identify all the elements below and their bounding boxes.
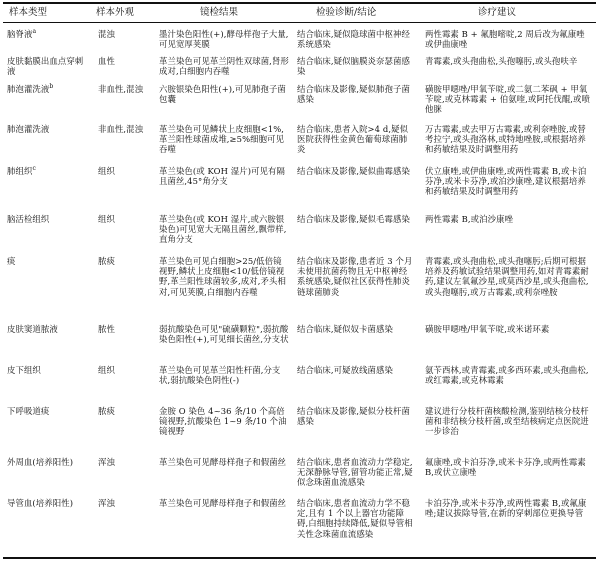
cell-sample: 皮下组织 — [7, 365, 41, 375]
cell-result: 弱抗酸染色可见"硫磺颗粒",弱抗酸染色阳性(+),可见细长菌丝,分支状 — [159, 324, 289, 345]
cell-sample: 外周血(培养阳性) — [7, 457, 74, 467]
cell-result: 革兰染色(或 KOH 湿片,或六胺银染色)可见宽大无隔且菌丝,飘带样,直角分支 — [159, 214, 287, 245]
cell-appearance: 脓痰 — [98, 256, 115, 266]
cell-diagnosis: 结合临床,患者血流动力学不稳定,且有 1 个以上器官功能障碍,白细胞持续降低,疑似导管相关性念珠菌血流感染 — [297, 498, 413, 539]
cell-advice: 两性霉素 B + 氟胞嘧啶,2 周后改为氟康唑或伊曲康唑 — [425, 29, 585, 50]
cell-advice: 卡泊芬净,或米卡芬净,或两性霉素 B,或氟康唑;建议拔除导管,在新的穿刺部位更换导管 — [425, 498, 587, 519]
cell-advice: 万古霉素,或去甲万古霉素,或利奈唑胺,或替考拉宁,或头孢洛林,或特地唑胺,或根据培养和药敏结果及时调整用药 — [425, 124, 586, 155]
cell-diagnosis: 结合临床及影像,疑似毛霉感染 — [297, 214, 410, 224]
cell-diagnosis: 结合临床及影像,疑似曲霉感染 — [297, 166, 410, 176]
cell-appearance: 组织 — [98, 166, 115, 176]
cell-sample: 下呼吸道痰 — [7, 406, 50, 416]
header-appearance: 样本外观 — [96, 7, 135, 18]
cell-sample: 皮肤窦道脓液 — [7, 324, 58, 334]
header-rule — [3, 22, 596, 23]
cell-diagnosis: 结合临床,疑似脑膜炎奈瑟菌感染 — [297, 56, 410, 77]
cell-diagnosis: 结合临床,患者血流动力学稳定,无深静脉导管,留管功能正常,疑似念珠菌血流感染 — [297, 457, 413, 488]
cell-advice: 建议进行分枝杆菌核酸检测,鉴别结核分枝杆菌和非结核分枝杆菌,或至结核病定点医院进一步诊治 — [425, 406, 589, 437]
header-sample-type: 样本类型 — [9, 7, 48, 18]
cell-result: 革兰染色可见鳞状上皮细胞<1%,革兰阳性球菌成堆,≥5%细胞可见吞噬 — [159, 124, 285, 155]
cell-diagnosis: 结合临床,疑似隐球菌中枢神经系统感染 — [297, 29, 410, 50]
cell-appearance: 非血性,混浊 — [98, 124, 144, 134]
cell-result: 六胺银染色阳性(+),可见肺孢子菌包囊 — [159, 84, 286, 105]
cell-result: 金胺 O 染色 4~36 条/10 个高倍镜视野,抗酸染色 1~9 条/10 个油镜视野 — [159, 406, 287, 437]
cell-result: 墨汁染色阳性(+),酵母样孢子大量,可见宽厚荚膜 — [159, 29, 289, 50]
cell-advice: 磺胺甲噁唑/甲氧苄啶,或二氨二苯砜 + 甲氧苄啶,或克林霉素 + 伯氨喹,或阿托伐醌,或喷他脒 — [425, 84, 591, 115]
cell-appearance: 脓痰 — [98, 406, 115, 416]
cell-advice: 磺胺甲噁唑/甲氧苄啶,或米诺环素 — [425, 324, 550, 334]
cell-advice: 伏立康唑,或伊曲康唑,或两性霉素 B,或卡泊芬净,或米卡芬净,或泊沙康唑,建议根据培养和药敏结果及时调整用药 — [425, 166, 587, 197]
cell-sample: 肺泡灌洗液$^b$ — [7, 83, 54, 94]
table-top-rule — [3, 2, 596, 4]
cell-advice: 青霉素,或头孢曲松,头孢噻肟,或头孢呋辛 — [425, 56, 578, 66]
cell-appearance: 浑浊 — [98, 457, 115, 467]
cell-sample: 脑活检组织 — [7, 214, 50, 224]
cell-sample: 导管血(培养阳性) — [7, 498, 74, 508]
header-diagnosis: 检验诊断/结论 — [316, 7, 377, 18]
cell-diagnosis: 结合临床,可疑放线菌感染 — [297, 365, 393, 375]
header-microscopy: 镜检结果 — [200, 7, 239, 18]
cell-diagnosis: 结合临床,疑似奴卡菌感染 — [297, 324, 393, 334]
cell-appearance: 非血性,混浊 — [98, 84, 144, 94]
cell-advice: 两性霉素 B,或泊沙康唑 — [425, 214, 514, 224]
cell-appearance: 混浊 — [98, 29, 115, 39]
cell-result: 革兰染色可见酵母样孢子和假菌丝 — [159, 498, 287, 508]
cell-appearance: 组织 — [98, 365, 115, 375]
cell-result: 革兰染色可见白细胞>25/低倍镜视野,鳞状上皮细胞<10/低倍镜视野,革兰阳性球菌较多,成对,矛头相对,可见荚膜,白细胞内吞噬 — [159, 256, 286, 297]
cell-diagnosis: 结合临床及影像,疑似分枝杆菌感染 — [297, 406, 410, 427]
cell-appearance: 脓性 — [98, 324, 115, 334]
cell-appearance: 浑浊 — [98, 498, 115, 508]
cell-sample: 痰 — [7, 256, 16, 266]
cell-sample: 脑脊液$^a$ — [7, 28, 37, 39]
cell-result: 革兰染色可见酵母样孢子和假菌丝 — [159, 457, 287, 467]
cell-sample: 肺组织$^c$ — [7, 165, 36, 176]
header-advice: 诊疗建议 — [478, 7, 517, 18]
table-bottom-rule — [3, 557, 596, 559]
cell-diagnosis: 结合临床及影像,患者近 3 个月未使用抗菌药物且无中枢神经系统感染,疑似社区获得性肺炎链球菌肺炎 — [297, 256, 413, 297]
cell-diagnosis: 结合临床及影像,疑似肺孢子菌感染 — [297, 84, 410, 105]
cell-advice: 青霉素,或头孢曲松,或头孢噻肟;后期可根据培养及药敏试验结果调整用药,如对青霉素耐药,建议左氧氟沙星,或莫西沙星,或头孢曲松,或头孢噻肟,或万古霉素,或利奈唑胺 — [425, 256, 589, 297]
cell-sample: 皮肤黏膜出血点穿刺液 — [7, 56, 84, 77]
cell-advice: 氨苄西林,或青霉素,或多西环素,或头孢曲松,或红霉素,或克林霉素 — [425, 365, 589, 386]
cell-advice: 氟康唑,或卡泊芬净,或米卡芬净,或两性霉素 B,或伏立康唑 — [425, 457, 586, 478]
cell-result: 革兰染色(或 KOH 湿片)可见有隔且菌丝,45°角分支 — [159, 166, 285, 187]
cell-appearance: 血性 — [98, 56, 115, 66]
cell-result: 革兰染色可见革兰阳性杆菌,分支状,弱抗酸染色阴性(-) — [159, 365, 281, 386]
cell-appearance: 组织 — [98, 214, 115, 224]
cell-result: 革兰染色可见革兰阴性双球菌,肾形成对,白细胞内吞噬 — [159, 56, 289, 77]
cell-sample: 肺泡灌洗液 — [7, 124, 50, 134]
cell-diagnosis: 结合临床,患者入院>4 d,疑似医院获得性金黄色葡萄球菌肺炎 — [297, 124, 409, 155]
